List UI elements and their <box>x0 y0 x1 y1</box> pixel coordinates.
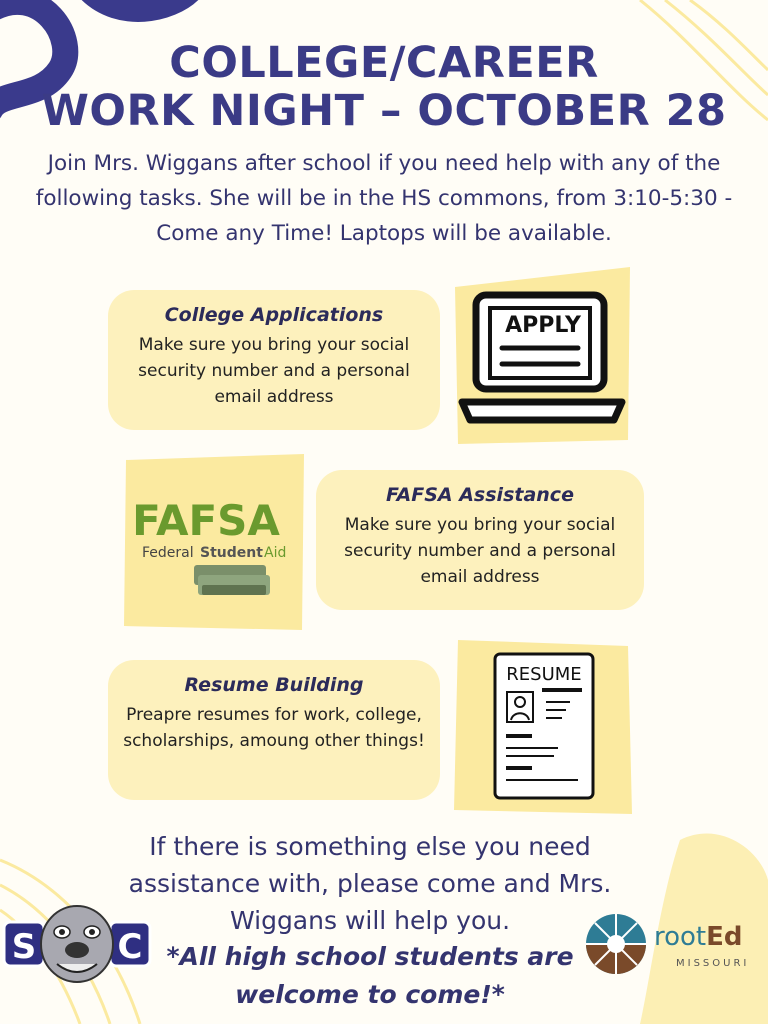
card-heading: FAFSA Assistance <box>386 484 574 506</box>
fafsa-sub-c: Aid <box>264 545 287 561</box>
card-body: Make sure you bring your social security number and a personal email address <box>138 335 410 407</box>
school-bulldog-logo <box>2 900 152 986</box>
fafsa-logo-icon <box>122 450 307 635</box>
card-heading: College Applications <box>164 304 384 326</box>
card-body: Make sure you bring your social security number and a personal email address <box>344 515 616 587</box>
resume-label: RESUME <box>506 664 582 685</box>
resume-icon <box>450 632 635 817</box>
title-line-1: COLLEGE/CAREER <box>169 38 599 88</box>
rooted-sunburst-icon <box>584 912 648 976</box>
title-line-2: WORK NIGHT – OCTOBER 28 <box>41 86 727 136</box>
rooted-name-b: Ed <box>706 922 743 952</box>
rooted-name <box>654 922 764 952</box>
intro-text: Join Mrs. Wiggans after school if you need help with any of the following tasks. She will be in the HS commons, from 3:10-5:30 - Come any Time! Laptops will be available. <box>35 151 733 246</box>
fafsa-sub-b: Student <box>200 545 263 561</box>
school-letter-s: S <box>11 927 37 967</box>
closing-text: If there is something else you need assistance with, please come and Mrs. Wiggans will help you. <box>128 832 612 935</box>
card-college-applications <box>108 290 440 430</box>
rooted-name-a: root <box>654 922 707 952</box>
fafsa-sub-a: Federal <box>142 545 194 561</box>
apply-icon <box>450 262 635 447</box>
card-resume-building <box>108 660 440 800</box>
apply-label: APPLY <box>505 313 581 338</box>
school-letter-c: C <box>117 927 143 967</box>
fafsa-logo-text: FAFSA <box>132 496 280 545</box>
card-fafsa-assistance <box>316 470 644 610</box>
card-heading: Resume Building <box>184 674 364 696</box>
closing-emphasis: *All high school students are welcome to come!* <box>166 942 574 1009</box>
card-body: Preapre resumes for work, college, scholarships, amoung other things! <box>123 705 425 751</box>
rooted-region: MISSOURI <box>676 958 750 969</box>
